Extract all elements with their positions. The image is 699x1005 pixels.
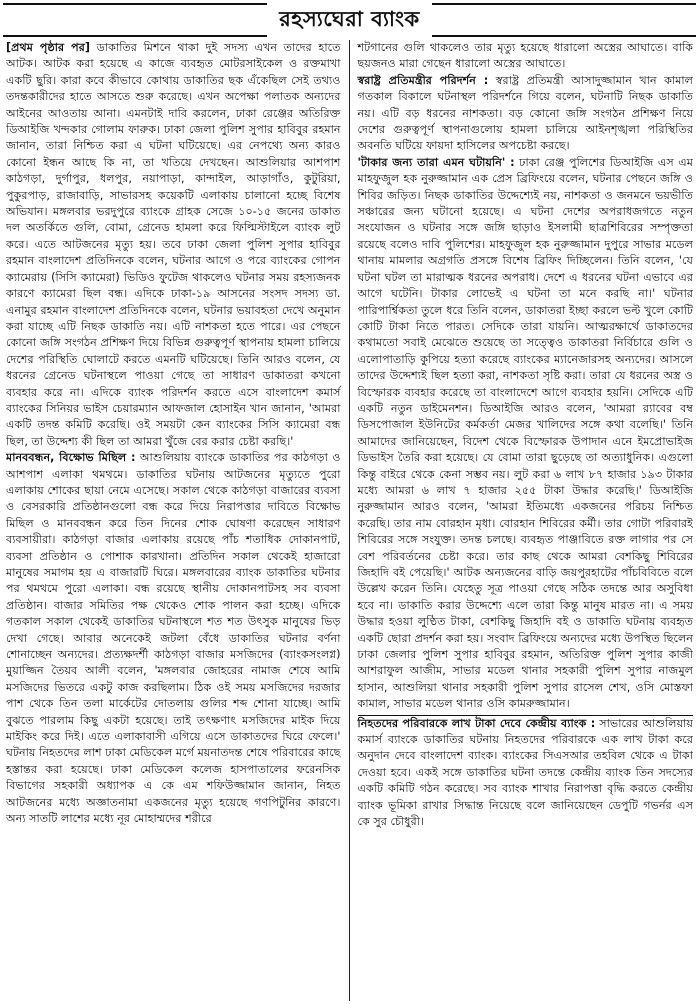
paragraph bbox=[358, 73, 694, 155]
headline-bar bbox=[3, 3, 696, 37]
left-column bbox=[6, 40, 350, 1001]
paragraph-text: ঢাকা রেঞ্জ পুলিশের ডিআইজি এস এম মাহফুজুল হক নুরুজ্জামান এক প্রেস ব্রিফিংয়ে বলেন, ঘটনার পেছনে জঙ্গি ও শিবির জড়িত। নিছক ডাকাতির উদ্দেশ্যেই নয়, নাশকতা ও জনমনে ভয়ভীতি সঞ্চারের জন্য ঘটানো হয়েছে। এ ঘটনা দেশের অপরাধজগতে নতুন সংযোজন ও ঘটনার সঙ্গে জঙ্গি ছাড়াও ইসলামী ছাত্রশিবিরের সম্পৃক্ততা রয়েছে বলেও দাবি পুলিশের। মাহফুজুল হক নুরুজ্জামান দুপুরে সাভার মডেল থানায় মামলার অগ্রগতি প্রসঙ্গে বিশেষ ব্রিফিং দিচ্ছিলেন। তিনি বলেন, 'যে ঘটনা ঘটল তা মারাত্মক ধরনের অপরাধ। দেশে এ ধরনের ঘটনা এভাবে এর আগে ঘটেনি। টাকার লোভেই এ ঘটনা তা মনে করছি না।' ঘটনার পারিপার্শ্বিকতা তুলে ধরে তিনি বলেন, ডাকাতরা ইচ্ছা করলে ভল্ট খুলে কোটি কোটি টাকা নিতে পারত। সেদিকে তারা যায়নি। আত্মরক্ষার্থে ডাকাতদের কথামতো সবাই মেঝেতে শুয়েছে তা সত্ত্বেও ডাকাতরা নির্বিচারে গুলি ও এলোপাতাড়ি কুপিয়ে হত্যা করেছে ব্যাংকের ম্যানেজারসহ অন্যদের। আসলে তাদের উদ্দেশ্যই ছিল হত্যা করা, নাশকতা সৃষ্টি করা। তারা যে ধরনের অস্ত্র ও বিস্ফোরক ব্যবহার করেছে তা বাংলাদেশে আগে ব্যবহার হয়নি। সেদিকে এটি একটি নতুন ডাইমেনশন। ডিআইজি আরও বলেন, 'আমরা র‍্যাবের বম্ব ডিসপোজাল ইউনিটের কর্মকর্তা মেজর খালিদের সঙ্গে কথা বলেছি।' তিনি আমাদের জানিয়েছেন, বিদেশ থেকে বিস্ফোরক উপাদান এনে ইমপ্রোভাইজ ডিভাইস তৈরি করা হয়েছে। যে বোমা তারা ছুড়েছে তা অত্যাধুনিক। এগুলো কিন্তু বাইরে থেকে কেনা সম্ভব নয়। লুট করা ৬ লাখ ৮৭ হাজার ১৯৩ টাকার মধ্যে আমরা ৬ লাখ ৭ হাজার ২৫৫ টাকা উদ্ধার করেছি।' ডিআইজি নুরুজ্জামান আরও বলেন, 'আমরা ইতিমধ্যে একজনের পরিচয় নিশ্চিত করেছি। তার নাম বোরহান মৃধা। বোরহান শিবিরের কর্মী। তার গোটা পরিবারই শিবিরের সঙ্গে সংযুক্ত। তদন্ত চলছে। ব্যবহৃত পাঞ্জাবিতে রক্ত লাগার পর সে বেশ পরিবর্তনের চেষ্টা করে। তার কাছ থেকে আমরা বেশকিছু শিবিরের জিহাদি বই পেয়েছি।' আটক অন্যজনের বাড়ি জয়পুরহাটের পাঁচবিবিতে বলে উল্লেখ করেন তিনি। যেহেতু সূত্র পাওয়া গেছে সঠিক তদন্তে আর অসুবিধা হবে না। ডাকাতি করার উদ্দেশ্যে এলে তারা কিন্তু মানুষ মারত না। এ সময় উদ্ধার হওয়া লুণ্ঠিত টাকা, বেশকিছু জিহাদি বই ও ডাকাতি ঘটনায় ব্যবহৃত একটি ছোরা প্রদর্শন করা হয়। সংবাদ ব্রিফিংয়ে অন্যদের মধ্যে উপস্থিত ছিলেন ঢাকা জেলার পুলিশ সুপার হাবিবুর রহমান, অতিরিক্ত পুলিশ সুপার কাজী আশরাফুল আজীম, সাভার মডেল থানার সহকারী পুলিশ সুপার নাজমুল হাসান, আশুলিয়া থানার সহকারী পুলিশ সুপার রাসেল শেখ, ওসি মোস্তফা কামাল, সাভার মডেল থানার ওসি কামরুজ্জামান। bbox=[357, 155, 693, 711]
paragraph-text: আশুলিয়ায় ব্যাংকে ডাকাতির পর কাঠগড়া ও আশপাশ এলাকা থমথমে। ডাকাতির ঘটনায় আটজনের মৃত্যুতে পুরো এলাকায় শোকের ছায়া নেমে এসেছে। সকাল থেকে কাঠগড়া বাজারের ব্যবসা ও বেসরকারি প্রতিষ্ঠানগুলো বন্ধ করে দিয়ে নিরাপত্তার দাবিতে বিক্ষোভ মিছিল ও মানববন্ধন করে তিন দিনের শোক ঘোষণা করেছেন সাধারণ ব্যবসায়ীরা। কাঠগড়া বাজার এলাকায় রয়েছে পাঁচ শতাধিক দোকানপাট, ব্যবসা প্রতিষ্ঠান ও পোশাক কারখানা। প্রতিদিন সকাল থেকেই হাজারো মানুষের সমাগম হয় এ বাজারটি ঘিরে। মঙ্গলবারের ব্যাংক ডাকাতির ঘটনার পর থমথমে পুরো এলাকা। বন্ধ রয়েছে স্থানীয় দোকানপাটসহ সব ব্যবসা প্রতিষ্ঠান। বাজার সমিতির পক্ষ থেকেও শোক পালন করা হচ্ছে। এদিকে গতকাল সকাল থেকেই ডাকাতির ঘটনাস্থলে শত শত উৎসুক মানুষের ভিড় দেখা গেছে। আবার অনেকেই জটলা বেঁধে ডাকাতির ঘটনার বর্ণনা শোনাচ্ছেন অন্যদের। প্রত্যক্ষদর্শী কাঠগড়া বাজার মসজিদের (ব্যাংকসংলগ্ন) মুয়াজ্জিন তৈয়ব আলী বলেন, 'মঙ্গলবার জোহরের নামাজ শেষে আমি মসজিদের ভিতরে একটু কাজ করছিলাম। ঠিক ওই সময় মসজিদের দরজার পাশ থেকে তিন তলা মার্কেটের দোতলায় গুলির শব্দ শোনা যাচ্ছে। আমি বুঝতে পারলাম কিছু একটা হয়েছে। তাই তৎক্ষণাৎ মসজিদের মাইক দিয়ে মাইকিং করে দিই। এতে এলাকাবাসী এগিয়ে এসে ডাকাতদের ঘিরে ফেলে।' ঘটনায় নিহতদের লাশ ঢাকা মেডিকেল মর্গে ময়নাতদন্ত শেষে পরিবারের কাছে হস্তান্তর করা হয়েছে। ঢাকা মেডিকেল কলেজ হাসপাতালের ফরেনসিক বিভাগের সহকারী অধ্যাপক এ কে এম শফিউজ্জামান জানান, নিহত আটজনের মধ্যে অজ্ঞাতনামা একজনের মৃত্যু হয়েছে গণপিটুনির কারণে। অন্য সাতটি লাশের মধ্যে নূর মোহাম্মদের শরীরে bbox=[6, 451, 341, 826]
paragraph-text: ডাকাতির মিশনে থাকা দুই সদস্য এখন তাদের হাতে আটক। আটক করা হয়েছে এ কাজে ব্যবহৃত মোটরসাইকেল ও রক্তমাখা একটি ছুরি। কারা কবে কীভাবে কোথায় ডাকাতির ছক এঁকেছিল সেই তথ্যও তদন্তকারীদের হাতে আসতে শুরু করেছে। এখন অপেক্ষা পলাতক অন্যদের আইনের আওতায় আনা। এমনটাই দাবি করলেন, ঢাকা রেঞ্জের অতিরিক্ত ডিআইজি খন্দকার গোলাম ফারুক। ঢাকা জেলা পুলিশ সুপার হাবিবুর রহমান জানান, তারা নিশ্চিত করা এ ঘটনা ঘটিয়েছে। এর নেপথ্যে অন্য কারও কোনো ইন্ধন আছে কি না, তা খতিয়ে দেখছেন। আশুলিয়ার আশপাশ কাঠগড়া, দুর্গাপুর, ধলপুর, নয়াপাড়া, কান্দাইল, আড়াগাঁও, কুটুরিয়া, পুকুরপাড়, রাজাবাড়ি, সাভারসহ কয়েকটি এলাকায় চালানো হচ্ছে বিশেষ অভিযান। মঙ্গলবার ভরদুপুরে ব্যাংকে গ্রাহক সেজে ১০-১৫ জনের ডাকাত দল অতর্কিতে গুলি, বোমা, গ্রেনেড হামলা করে ফিল্মিস্টাইলে ব্যাংক লুট করে। এতে আটজনের মৃত্যু হয়। তবে ঢাকা জেলা পুলিশ সুপার হাবিবুর রহমান বাংলাদেশ প্রতিদিনকে বলেন, ঘটনার আগে ও পরে ব্যাংকের গোপন ক্যামেরায় (সিসি ক্যামেরা) ভিডিও ফুটেজ থাকলেও ঘটনার সময় রহস্যজনক কারণে ক্যামেরা ছিল বন্ধ। এদিকে ঢাকা-১৯ আসনের সংসদ সদস্য ডা. এনামুর রহমান বাংলাদেশ প্রতিদিনকে বলেন, ঘটনার ভয়াবহতা দেখে অনুমান করা যাচ্ছে এটি নিছক ডাকাতি নয়। এটি নাশকতা হতে পারে। এর পেছনে কোনো জঙ্গি সংগঠন প্রশিক্ষণ দিয়ে বিভিন্ন গুরুত্বপূর্ণ স্থাপনায় হামলা চালিয়ে দেশের পরিস্থিতি ঘোলাটে করতে এমনটি ঘটিয়েছে। তিনি আরও বলেন, যে ধরনের গ্রেনেড ঘটনাস্থলে পাওয়া গেছে তা সাধারণ ডাকাতরা কখনো ব্যবহার করে না। এদিকে ব্যাংক পরিদর্শন করতে এসে বাংলাদেশ কমার্স ব্যাংকের সিনিয়র ভাইস চেয়ারম্যান আফজাল হোসাইন খান জানান, 'আমরা একটি তদন্ত কমিটি করেছি। ওই সময়টা কেন ব্যাংকের সিসি ক্যামেরা বন্ধ ছিল, তা উদ্দেশ্য কী ছিল তা আমরা খুঁজে বের করার চেষ্টা করছি।' bbox=[6, 41, 341, 448]
paragraph-lead: নিহতদের পরিবারকে লাখ টাকা দেবে কেন্দ্রীয় ব্যাংক : bbox=[357, 716, 596, 730]
paragraph-text: সাভারের আশুলিয়ায় কমার্স ব্যাংকে ডাকাতির ঘটনায় নিহতদের পরিবারকে এক লাখ টাকা করে অনুদান দেবে বাংলাদেশ ব্যাংক। ব্যাংকের সিএসআর তহবিল থেকে এ টাকা দেওয়া হবে। একই সঙ্গে ডাকাতির ঘটনা তদন্তে কেন্দ্রীয় ব্যাংক তিন সদস্যের একটি কমিটি গঠন করেছে। সব ব্যাংক শাখার নিরাপত্তা বৃদ্ধি করতে কেন্দ্রীয় ব্যাংক ভূমিকা রাখার সিদ্ধান্ত নিয়েছে বলে জানিয়েছেন ডেপুটি গভর্নর এস কে সুর চৌধুরী। bbox=[357, 716, 693, 829]
article-body bbox=[6, 40, 693, 1001]
paragraph bbox=[358, 715, 694, 831]
paragraph-lead: স্বরাষ্ট্র প্রতিমন্ত্রীর পরিদর্শন : bbox=[357, 73, 489, 87]
paragraph-lead: [প্রথম পৃষ্ঠার পর] bbox=[6, 41, 91, 54]
paragraph bbox=[6, 40, 341, 450]
paragraph-lead: মানববন্ধন, বিক্ষোভ মিছিল : bbox=[6, 451, 136, 465]
right-column bbox=[350, 40, 694, 1001]
paragraph bbox=[6, 450, 341, 827]
paragraph-text: স্বরাষ্ট্র প্রতিমন্ত্রী আসাদুজ্জামান খান কামাল গতকাল বিকালে ঘটনাস্থল পরিদর্শনে গিয়ে বলেন, ঘটনাটি নিছক ডাকাতি নয়। এটি বড় ধরনের নাশকতা। বড় কোনো জঙ্গি সংগঠন প্রশিক্ষণ নিয়ে দেশের গুরুত্বপূর্ণ স্থাপনাগুলোয় হামলা চালিয়ে আইনশৃঙ্খলা পরিস্থিতির অবনতি ঘটিয়ে ফায়দা হাসিলের অপচেষ্টা করছে। bbox=[357, 73, 693, 153]
paragraph bbox=[358, 40, 694, 73]
paragraph-text: শটগানের গুলি থাকলেও তার মৃত্যু হয়েছে ধারালো অস্ত্রের আঘাতে। বাকি ছয়জনও মারা গেছেন ধারালো অস্ত্রের আঘাতে। bbox=[357, 41, 693, 71]
article-headline: রহস্যঘেরা ব্যাংক bbox=[267, 3, 432, 38]
paragraph-lead: 'টাকার জন্য তারা এমন ঘটায়নি' : bbox=[357, 155, 515, 169]
paragraph bbox=[358, 155, 694, 713]
